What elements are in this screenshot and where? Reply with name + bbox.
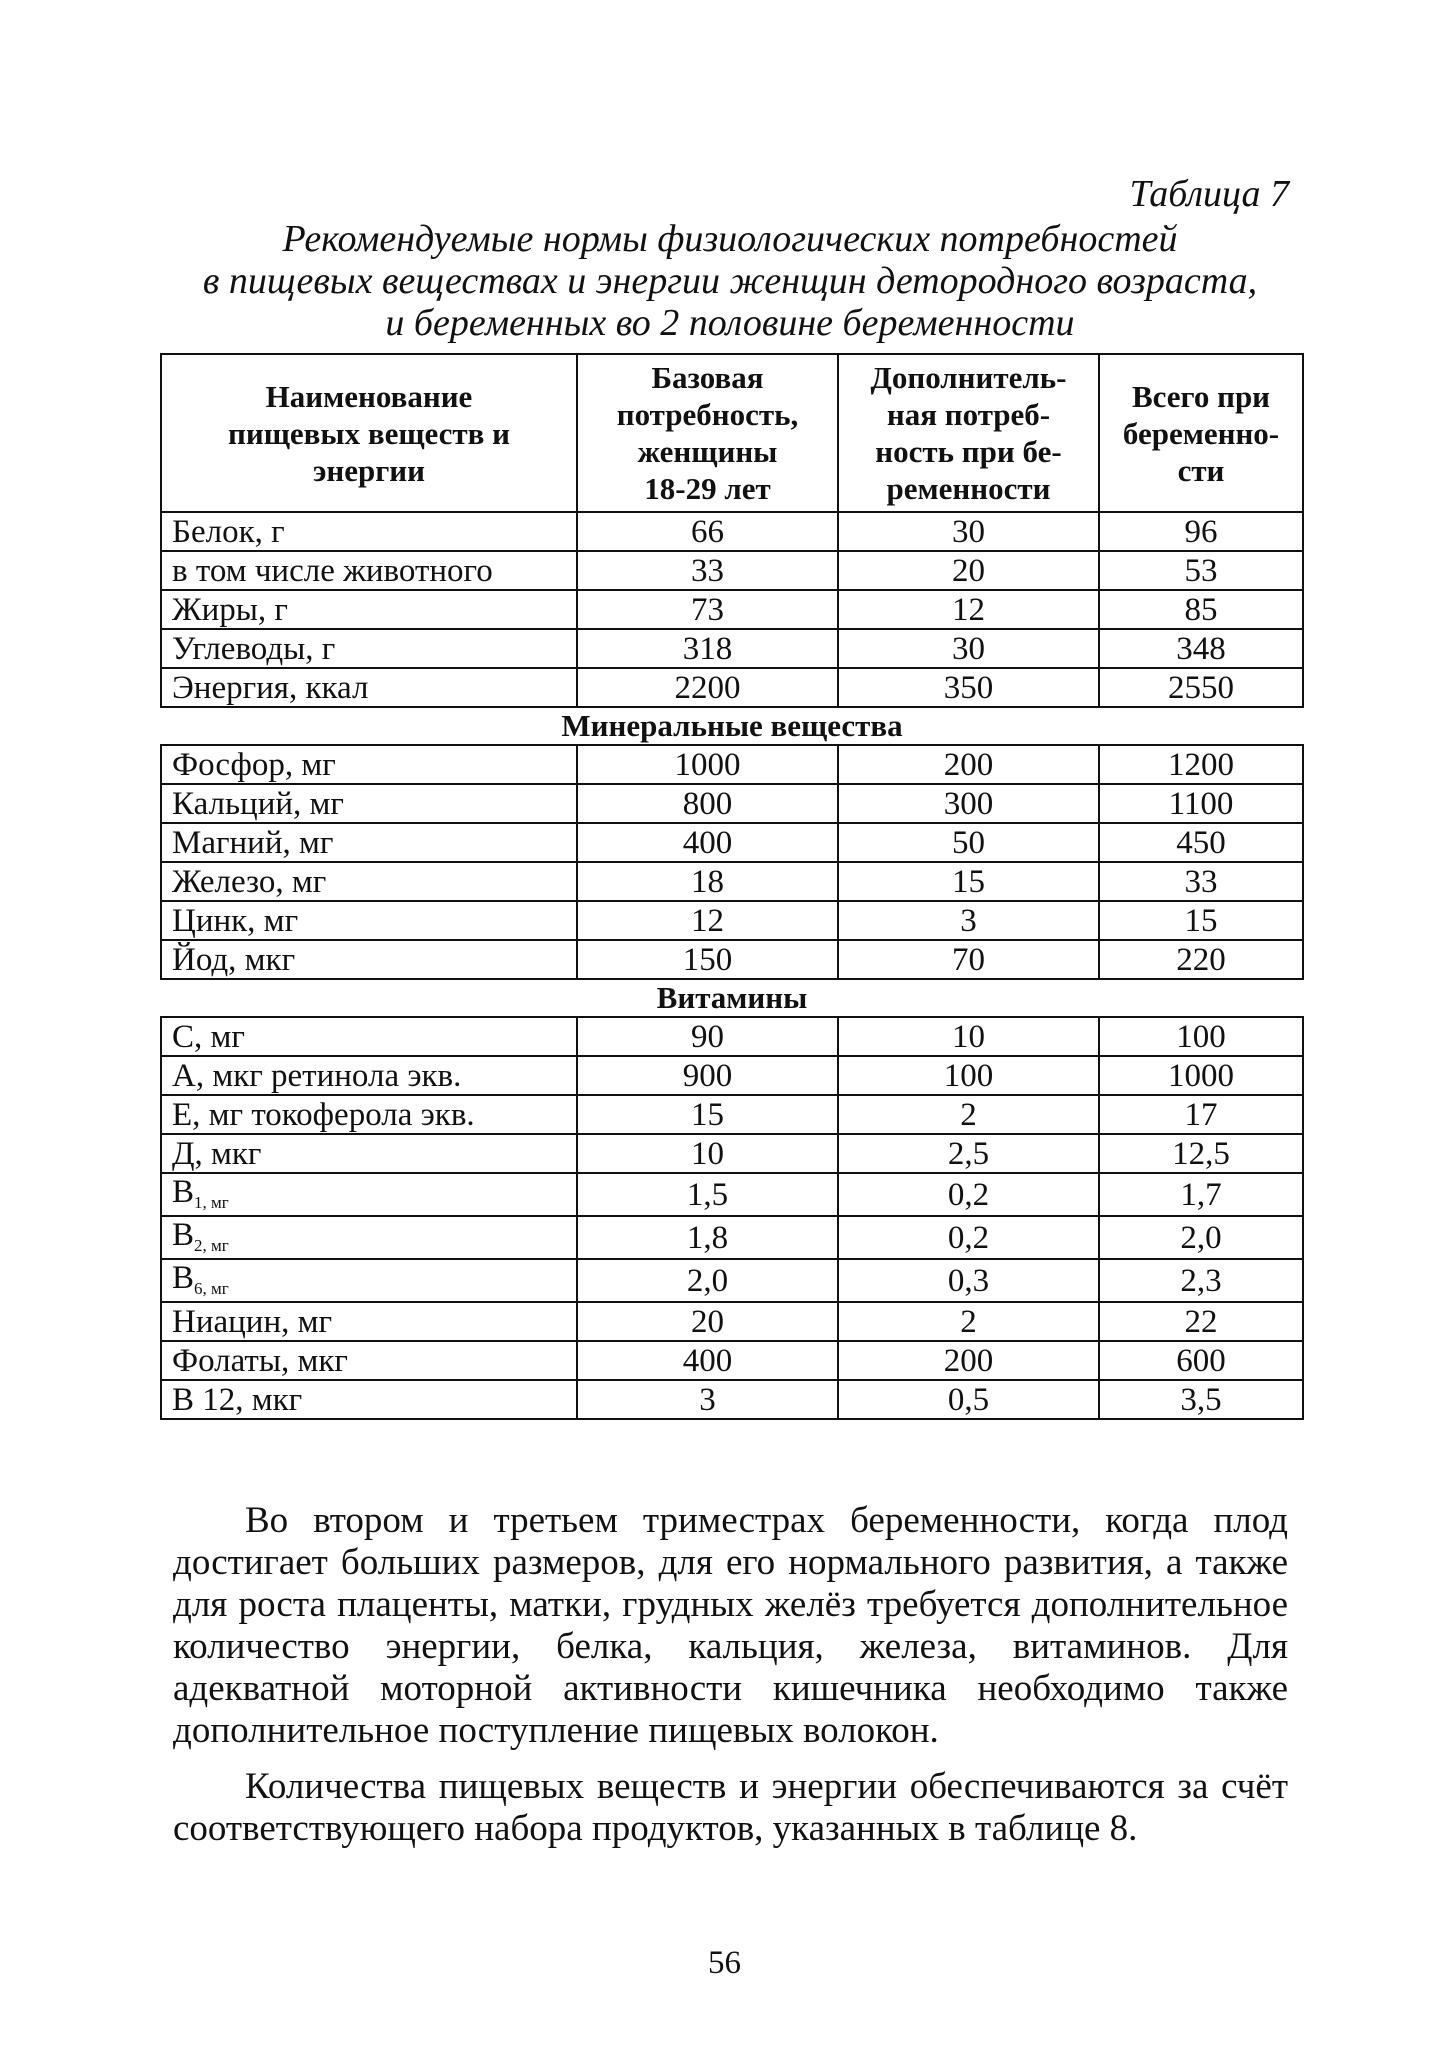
additional-value-cell: 200: [838, 1341, 1099, 1380]
additional-value-cell: 2: [838, 1095, 1099, 1134]
table-row: [161, 862, 1303, 901]
nutrient-name: Фолаты, мкг: [172, 1342, 348, 1379]
nutrient-name: Железо, мг: [172, 863, 327, 900]
header-additional-need: [838, 354, 1099, 512]
nutrient-name: Углеводы, г: [172, 630, 336, 667]
base-value-cell: 18: [577, 862, 838, 901]
header-line: Дополнитель-: [870, 360, 1067, 395]
additional-value-cell: 2,5: [838, 1134, 1099, 1173]
nutrient-name-cell: [161, 1017, 577, 1056]
nutrient-name: Кальций, мг: [172, 785, 344, 822]
table-row: [161, 1302, 1303, 1341]
additional-value-cell: 100: [838, 1056, 1099, 1095]
paragraph: Во втором и третьем триместрах беременности, когда плод достигает больших размеров, для его нормального развития, а также для роста плаценты, матки, грудных желёз требуется дополнительное количество энергии, белка, кальция, железа, витаминов. Для адекватной моторной активности кишечника необходимо также дополнительное поступление пищевых волокон.: [173, 1500, 1288, 1751]
nutrient-name: Ниацин, мг: [172, 1303, 333, 1340]
table-row: [161, 1134, 1303, 1173]
total-value-cell: 12,5: [1099, 1134, 1303, 1173]
base-value-cell: 20: [577, 1302, 838, 1341]
header-base-need: [577, 354, 838, 512]
nutrient-name-cell: [161, 1216, 577, 1259]
nutrient-name-cell: [161, 940, 577, 979]
header-line: энергии: [312, 452, 426, 488]
nutrient-name-cell: [161, 629, 577, 668]
nutrient-name-cell: [161, 745, 577, 784]
caption-line: Рекомендуемые нормы физиологических потребностей: [282, 218, 1178, 260]
body-text: [173, 1500, 1288, 1864]
nutrient-subscript: 2, мг: [194, 1236, 229, 1255]
nutrient-name-cell: [161, 784, 577, 823]
section-title: Минеральные вещества: [161, 707, 1303, 745]
nutrient-name-cell: [161, 1380, 577, 1419]
base-value-cell: 318: [577, 629, 838, 668]
nutrient-name-cell: [161, 1095, 577, 1134]
additional-value-cell: 3: [838, 901, 1099, 940]
table-row: [161, 784, 1303, 823]
header-line: беременно-: [1122, 415, 1280, 451]
total-value-cell: 15: [1099, 901, 1303, 940]
header-line: женщины: [637, 434, 778, 469]
additional-value-cell: 300: [838, 784, 1099, 823]
additional-value-cell: 200: [838, 745, 1099, 784]
table-row: [161, 1259, 1303, 1302]
header-line: ная потреб-: [886, 397, 1051, 432]
table-row: [161, 551, 1303, 590]
base-value-cell: 73: [577, 590, 838, 629]
total-value-cell: 450: [1099, 823, 1303, 862]
nutrient-name: Жиры, г: [172, 591, 288, 628]
nutrient-name: В 12, мкг: [172, 1381, 303, 1418]
header-line: ременности: [886, 471, 1051, 506]
nutrient-name-cell: [161, 1302, 577, 1341]
base-value-cell: 1,5: [577, 1173, 838, 1216]
nutrient-name-cell: [161, 1259, 577, 1302]
additional-value-cell: 2: [838, 1302, 1099, 1341]
nutrient-name-cell: [161, 1056, 577, 1095]
additional-value-cell: 20: [838, 551, 1099, 590]
total-value-cell: 96: [1099, 512, 1303, 551]
total-value-cell: 1000: [1099, 1056, 1303, 1095]
table-row: [161, 1095, 1303, 1134]
base-value-cell: 800: [577, 784, 838, 823]
nutrient-name-cell: [161, 862, 577, 901]
base-value-cell: 400: [577, 823, 838, 862]
total-value-cell: 85: [1099, 590, 1303, 629]
header-line: потребность,: [616, 397, 799, 432]
nutrient-name: Д, мкг: [172, 1135, 262, 1172]
table-row: [161, 1173, 1303, 1216]
nutrient-name: в том числе животного: [172, 552, 493, 589]
base-value-cell: 1000: [577, 745, 838, 784]
nutrient-name-cell: [161, 1173, 577, 1216]
base-value-cell: 15: [577, 1095, 838, 1134]
nutrient-name: Магний, мг: [172, 824, 334, 861]
nutrient-name: В: [172, 1217, 195, 1253]
section-title: Витамины: [161, 979, 1303, 1017]
header-line: Базовая: [651, 360, 764, 395]
total-value-cell: 1,7: [1099, 1173, 1303, 1216]
total-value-cell: 348: [1099, 629, 1303, 668]
base-value-cell: 10: [577, 1134, 838, 1173]
additional-value-cell: 10: [838, 1017, 1099, 1056]
nutrient-name-cell: [161, 551, 577, 590]
section-header-row: [161, 979, 1303, 1017]
base-value-cell: 33: [577, 551, 838, 590]
total-value-cell: 2,0: [1099, 1216, 1303, 1259]
table-row: [161, 629, 1303, 668]
header-line: пищевых веществ и: [228, 415, 510, 451]
nutrient-name: В: [172, 1174, 195, 1210]
base-value-cell: 12: [577, 901, 838, 940]
base-value-cell: 900: [577, 1056, 838, 1095]
nutrient-name: Цинк, мг: [172, 902, 299, 939]
nutrient-name: В: [172, 1260, 195, 1296]
nutrient-name-cell: [161, 1341, 577, 1380]
additional-value-cell: 50: [838, 823, 1099, 862]
total-value-cell: 100: [1099, 1017, 1303, 1056]
additional-value-cell: 0,2: [838, 1216, 1099, 1259]
base-value-cell: 66: [577, 512, 838, 551]
header-line: ность при бе-: [875, 434, 1062, 469]
nutrient-name: Энергия, ккал: [172, 669, 369, 706]
header-line: Наименование: [265, 378, 473, 414]
additional-value-cell: 15: [838, 862, 1099, 901]
nutrient-name: Е, мг токоферола экв.: [172, 1096, 475, 1133]
nutrient-name-cell: [161, 901, 577, 940]
base-value-cell: 1,8: [577, 1216, 838, 1259]
caption-line: и беременных во 2 половине беременности: [385, 302, 1075, 344]
nutrient-name-cell: [161, 668, 577, 707]
table-number: Таблица 7: [1129, 173, 1289, 215]
nutrient-norms-table: [160, 353, 1304, 1420]
table-row: [161, 745, 1303, 784]
nutrient-subscript: 1, мг: [194, 1193, 229, 1212]
header-line: 18-29 лет: [644, 471, 771, 506]
nutrient-name-cell: [161, 1134, 577, 1173]
total-value-cell: 2550: [1099, 668, 1303, 707]
table-row: [161, 512, 1303, 551]
table-body: [161, 512, 1303, 1419]
nutrient-name: А, мкг ретинола экв.: [172, 1057, 462, 1094]
table-row: [161, 1056, 1303, 1095]
page-number: 56: [708, 1945, 741, 1981]
total-value-cell: 3,5: [1099, 1380, 1303, 1419]
total-value-cell: 1200: [1099, 745, 1303, 784]
caption-line: в пищевых веществах и энергии женщин детородного возраста,: [202, 260, 1258, 302]
total-value-cell: 22: [1099, 1302, 1303, 1341]
additional-value-cell: 70: [838, 940, 1099, 979]
header-line: Всего при: [1131, 378, 1271, 414]
nutrient-name-cell: [161, 512, 577, 551]
total-value-cell: 17: [1099, 1095, 1303, 1134]
total-value-cell: 1100: [1099, 784, 1303, 823]
additional-value-cell: 0,2: [838, 1173, 1099, 1216]
paragraph: Количества пищевых веществ и энергии обеспечиваются за счёт соответствующего набора продуктов, указанных в таблице 8.: [173, 1766, 1288, 1849]
base-value-cell: 2,0: [577, 1259, 838, 1302]
table-row: [161, 1216, 1303, 1259]
table-row: [161, 901, 1303, 940]
total-value-cell: 600: [1099, 1341, 1303, 1380]
base-value-cell: 400: [577, 1341, 838, 1380]
table-caption: [150, 218, 1310, 344]
table-row: [161, 1017, 1303, 1056]
nutrient-name-cell: [161, 823, 577, 862]
table-row: [161, 823, 1303, 862]
table-row: [161, 668, 1303, 707]
additional-value-cell: 30: [838, 629, 1099, 668]
header-nutrient: [161, 354, 577, 512]
additional-value-cell: 12: [838, 590, 1099, 629]
additional-value-cell: 30: [838, 512, 1099, 551]
nutrient-name: С, мг: [172, 1018, 245, 1055]
section-header-row: [161, 707, 1303, 745]
nutrient-subscript: 6, мг: [194, 1279, 229, 1298]
nutrient-name: Белок, г: [172, 513, 285, 550]
header-line: сти: [1177, 452, 1225, 488]
nutrient-name-cell: [161, 590, 577, 629]
base-value-cell: 3: [577, 1380, 838, 1419]
total-value-cell: 2,3: [1099, 1259, 1303, 1302]
total-value-cell: 53: [1099, 551, 1303, 590]
header-total: [1099, 354, 1303, 512]
table-row: [161, 940, 1303, 979]
total-value-cell: 220: [1099, 940, 1303, 979]
base-value-cell: 2200: [577, 668, 838, 707]
table-row: [161, 590, 1303, 629]
table-header-row: [161, 354, 1303, 512]
base-value-cell: 150: [577, 940, 838, 979]
additional-value-cell: 350: [838, 668, 1099, 707]
base-value-cell: 90: [577, 1017, 838, 1056]
additional-value-cell: 0,5: [838, 1380, 1099, 1419]
nutrient-name: Йод, мкг: [172, 941, 296, 978]
total-value-cell: 33: [1099, 862, 1303, 901]
nutrient-name: Фосфор, мг: [172, 746, 336, 783]
additional-value-cell: 0,3: [838, 1259, 1099, 1302]
table-row: [161, 1380, 1303, 1419]
table-row: [161, 1341, 1303, 1380]
